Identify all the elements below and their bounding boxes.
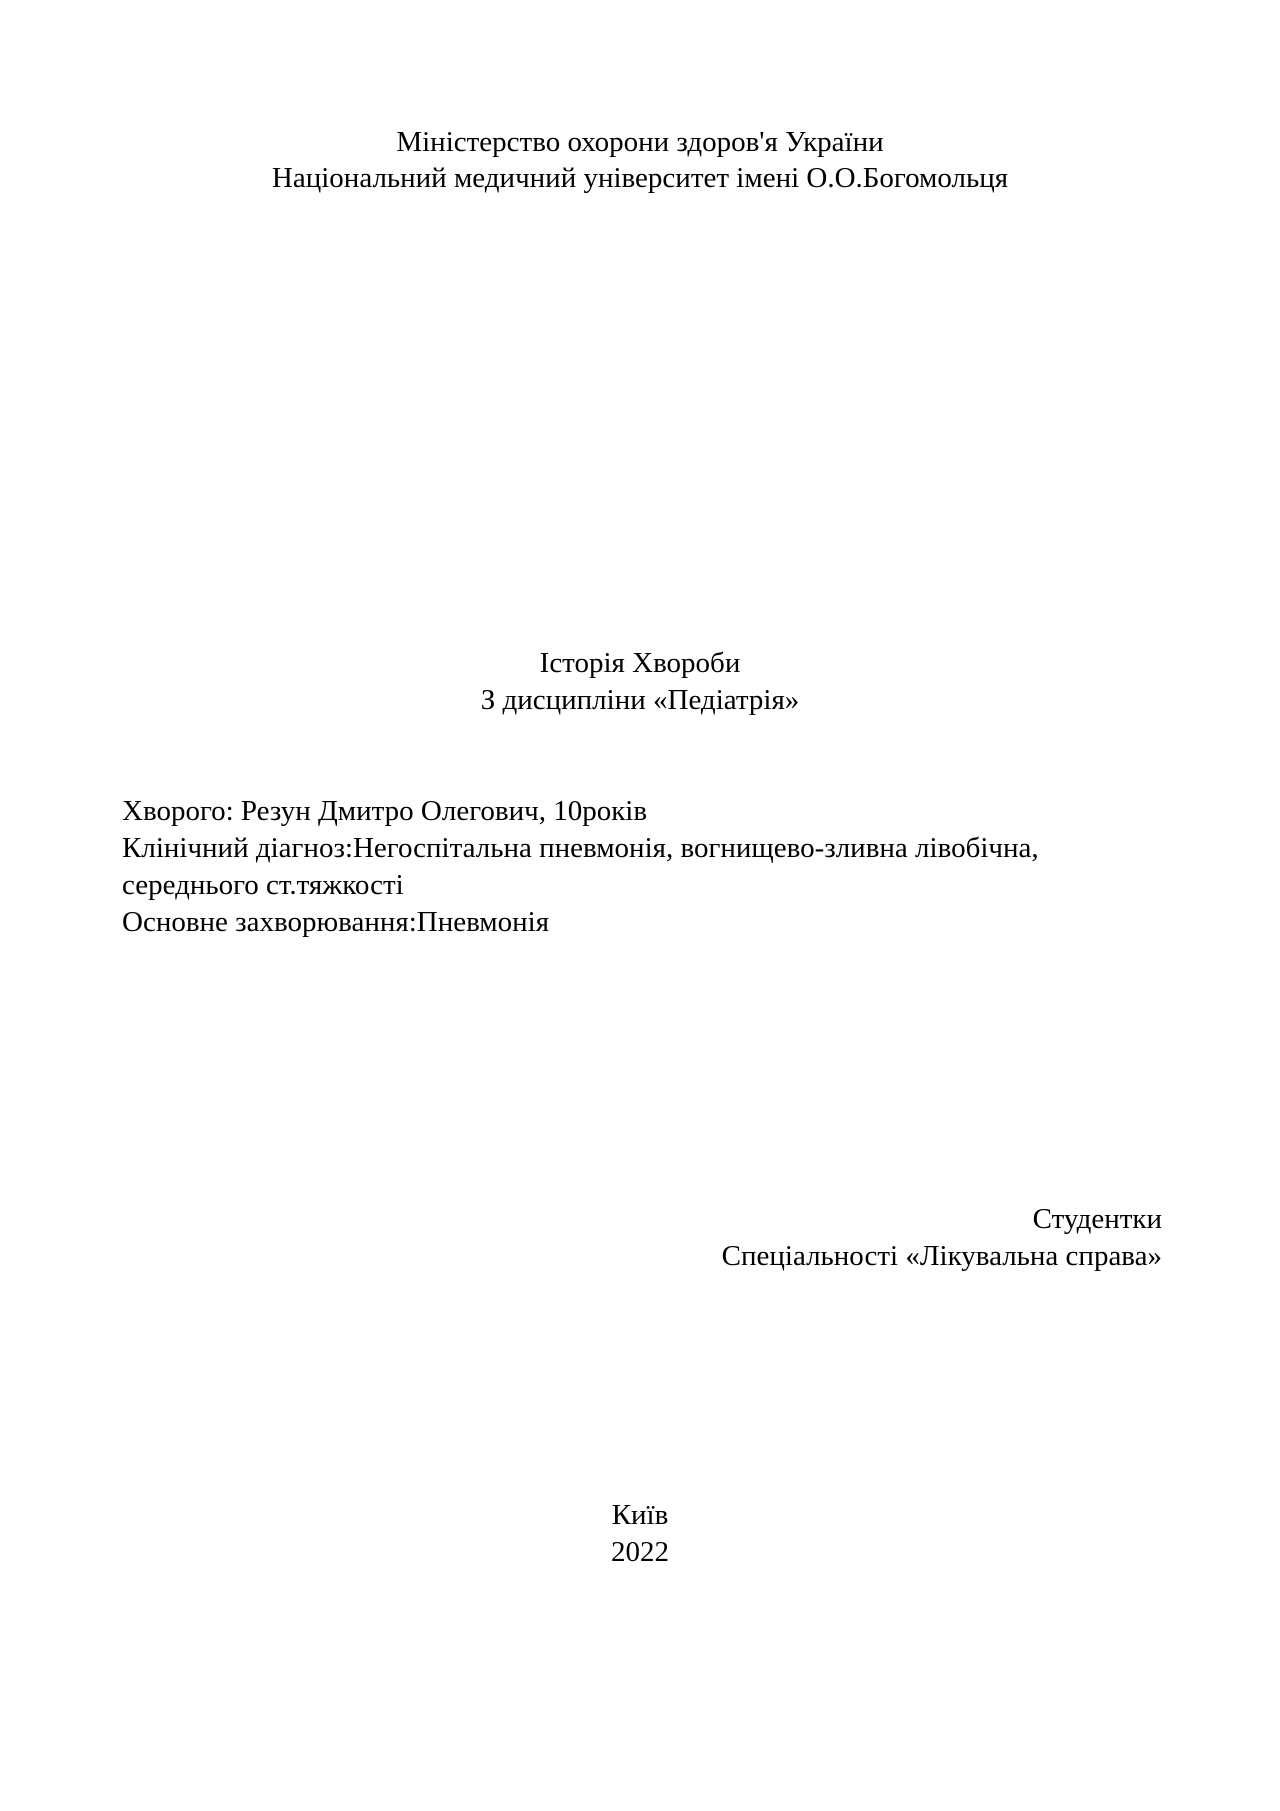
student-speciality: Спеціальності «Лікувальна справа» xyxy=(721,1240,1162,1272)
patient-name: Хворого: Резун Дмитро Олегович, 10років xyxy=(122,795,648,827)
student-label: Студентки xyxy=(1032,1203,1162,1235)
city: Київ xyxy=(611,1499,669,1531)
main-disease: Основне захворювання:Пневмонія xyxy=(122,906,550,938)
clinical-diagnosis-line-2: середнього ст.тяжкості xyxy=(122,869,404,901)
document-title: Історія Хвороби xyxy=(539,647,741,679)
clinical-diagnosis-line-1: Клінічний діагноз:Негоспітальна пневмонія, вогнищево-зливна лівобічна, xyxy=(122,832,1039,864)
year: 2022 xyxy=(611,1536,669,1568)
discipline-subtitle: З дисципліни «Педіатрія» xyxy=(480,684,800,716)
ministry-heading: Міністерство охорони здоров'я України xyxy=(396,126,884,158)
university-heading: Національний медичний університет імені О.О.Богомольця xyxy=(271,162,1009,194)
